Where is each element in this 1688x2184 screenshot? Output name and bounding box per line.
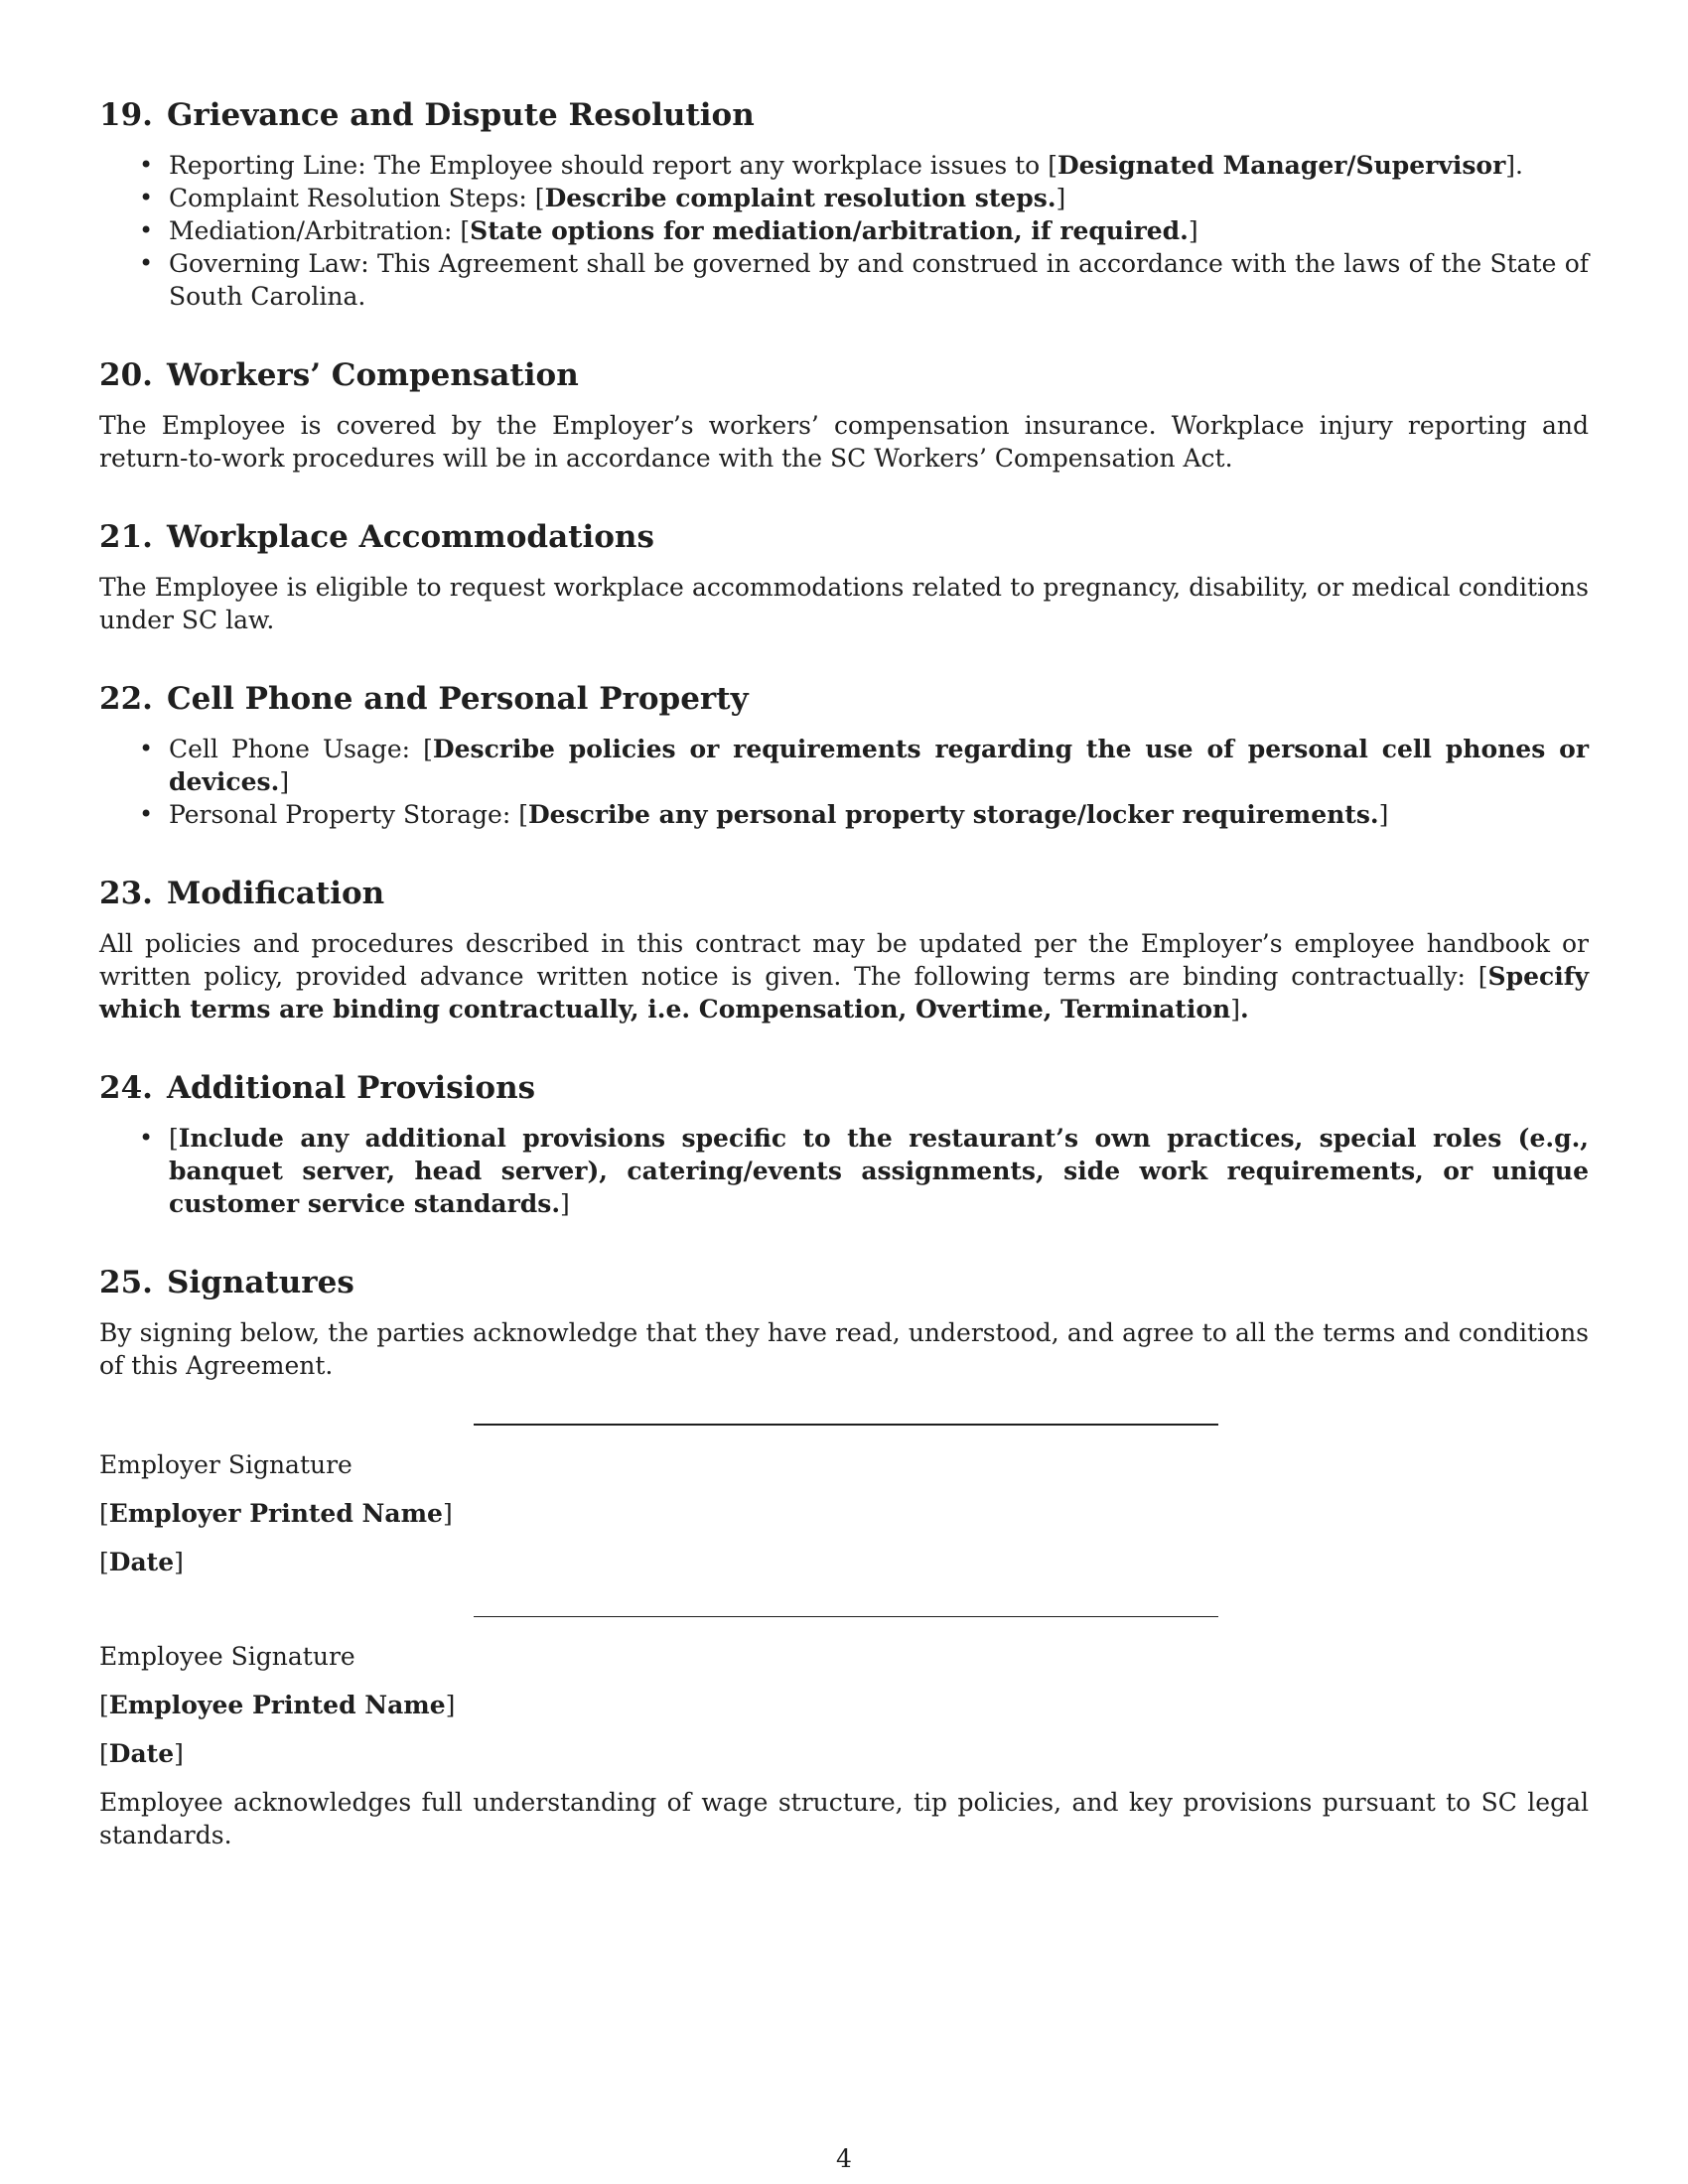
section-heading [99,1068,1589,1108]
placeholder-text: Date [108,1739,175,1768]
item-label: Cell Phone Usage: [169,735,424,763]
placeholder-text: Describe any personal property storage/locker requirements. [527,800,1379,829]
section-body [99,927,1589,1025]
list-item [99,149,1589,182]
section-number: 21. [99,519,153,555]
section-heading [99,517,1589,557]
employer-signature-label: Employer Signature [99,1450,352,1479]
placeholder-text: Specify which terms are binding contractually, i.e. Compensation, Overtime, Termination [99,962,1589,1024]
section-title: Modification [166,876,385,911]
bullet-list [99,149,1589,313]
list-item [99,214,1589,247]
section-body: The Employee is eligible to request workplace accommodations related to pregnancy, disability, or medical conditions under SC law. [99,573,1589,634]
bracket: ] [1188,216,1198,245]
section-title: Workplace Accommodations [166,519,654,555]
bracket: [ [1048,151,1057,180]
bracket: ] [174,1739,184,1768]
bracket: ] [279,767,290,796]
bracket: [ [460,216,471,245]
section-number: 19. [99,97,153,133]
list-item [99,733,1589,798]
bracket: ] [442,1499,453,1528]
placeholder-text: Designated Manager/Supervisor [1056,151,1506,180]
document-page [99,95,1589,1851]
section-number: 25. [99,1265,153,1300]
item-label: Complaint Resolution Steps: [169,184,535,212]
section-heading [99,355,1589,395]
list-item [99,247,1589,313]
placeholder-text: Include any additional provisions specific to the restaurant’s own practices, special roles (e.g., banquet server, head server), catering/events assignments, side work requirements, or unique customer service standards. [169,1124,1589,1218]
section-workplace-accommodations [99,517,1589,636]
bracket: ] [1378,800,1389,829]
item-label: Personal Property Storage: [169,800,519,829]
section-body: By signing below, the parties acknowledge that they have read, understood, and agree to all the terms and conditions of this Agreement. [99,1318,1589,1380]
employer-signature-line[interactable] [474,1424,1218,1426]
item-label: Governing Law: This Agreement shall be governed by and construed in accordance with the laws of the State of South Carolina. [169,249,1589,311]
punctuation: . [1515,151,1523,180]
bullet-list [99,1122,1589,1220]
bracket: [ [534,184,545,212]
section-number: 20. [99,357,153,393]
section-title: Workers’ Compensation [166,357,579,393]
placeholder-text: Date [108,1548,175,1576]
bracket: [ [1477,962,1488,991]
bracket: ] [1055,184,1066,212]
list-item [99,1122,1589,1220]
bracket: [ [518,800,528,829]
section-heading [99,1263,1589,1302]
bullet-list [99,733,1589,831]
section-modification [99,874,1589,1025]
employee-signature-line[interactable] [474,1616,1218,1617]
section-number: 23. [99,876,153,911]
section-heading [99,874,1589,913]
item-label: Reporting Line: The Employee should report any workplace issues to [169,151,1049,180]
list-item [99,182,1589,214]
bracket: ] [1230,995,1240,1024]
section-heading [99,679,1589,719]
section-grievance [99,95,1589,313]
employer-date[interactable] [99,1546,1589,1578]
section-workers-compensation [99,355,1589,475]
section-cell-phone-property [99,679,1589,831]
placeholder-text: Employee Printed Name [108,1691,446,1719]
section-title: Grievance and Dispute Resolution [166,97,755,133]
bracket: [ [99,1691,109,1719]
section-title: Signatures [166,1265,354,1300]
section-number: 22. [99,681,153,717]
employer-printed-name[interactable] [99,1497,1589,1530]
bracket: [ [99,1739,109,1768]
section-body: The Employee is covered by the Employer’s workers’ compensation insurance. Workplace injury reporting and return-to-work procedures will be in accordance with the SC Workers’ Compensation Act. [99,411,1589,473]
bracket: [ [99,1499,109,1528]
list-item [99,798,1589,831]
employer-signature-block [99,1424,1589,1578]
bracket: ] [560,1189,570,1218]
placeholder-text: State options for mediation/arbitration, if required. [470,216,1189,245]
employee-printed-name[interactable] [99,1689,1589,1721]
bracket: ] [174,1548,184,1576]
bracket: [ [169,1124,179,1153]
bracket: [ [99,1548,109,1576]
item-label: Mediation/Arbitration: [169,216,461,245]
bracket: ] [445,1691,456,1719]
employee-signature-label: Employee Signature [99,1642,355,1671]
placeholder-text: Employer Printed Name [108,1499,443,1528]
section-signatures [99,1263,1589,1851]
punctuation: . [1239,995,1249,1024]
body-text: All policies and procedures described in this contract may be updated per the Employer’s employee handbook or written policy, provided advance written notice is given. The following terms are binding contractually: [99,929,1589,991]
section-title: Cell Phone and Personal Property [166,681,749,717]
placeholder-text: Describe policies or requirements regarding the use of personal cell phones or devices. [169,735,1589,796]
bracket: ] [1505,151,1516,180]
section-title: Additional Provisions [166,1070,536,1106]
employee-date[interactable] [99,1737,1589,1770]
acknowledgement-text: Employee acknowledges full understanding of wage structure, tip policies, and key provisions pursuant to SC legal standards. [99,1788,1589,1849]
section-additional-provisions [99,1068,1589,1220]
section-heading [99,95,1589,135]
placeholder-text: Describe complaint resolution steps. [544,184,1056,212]
section-number: 24. [99,1070,153,1106]
page-number: 4 [836,2144,852,2173]
bracket: [ [423,735,433,763]
employee-signature-block [99,1616,1589,1770]
